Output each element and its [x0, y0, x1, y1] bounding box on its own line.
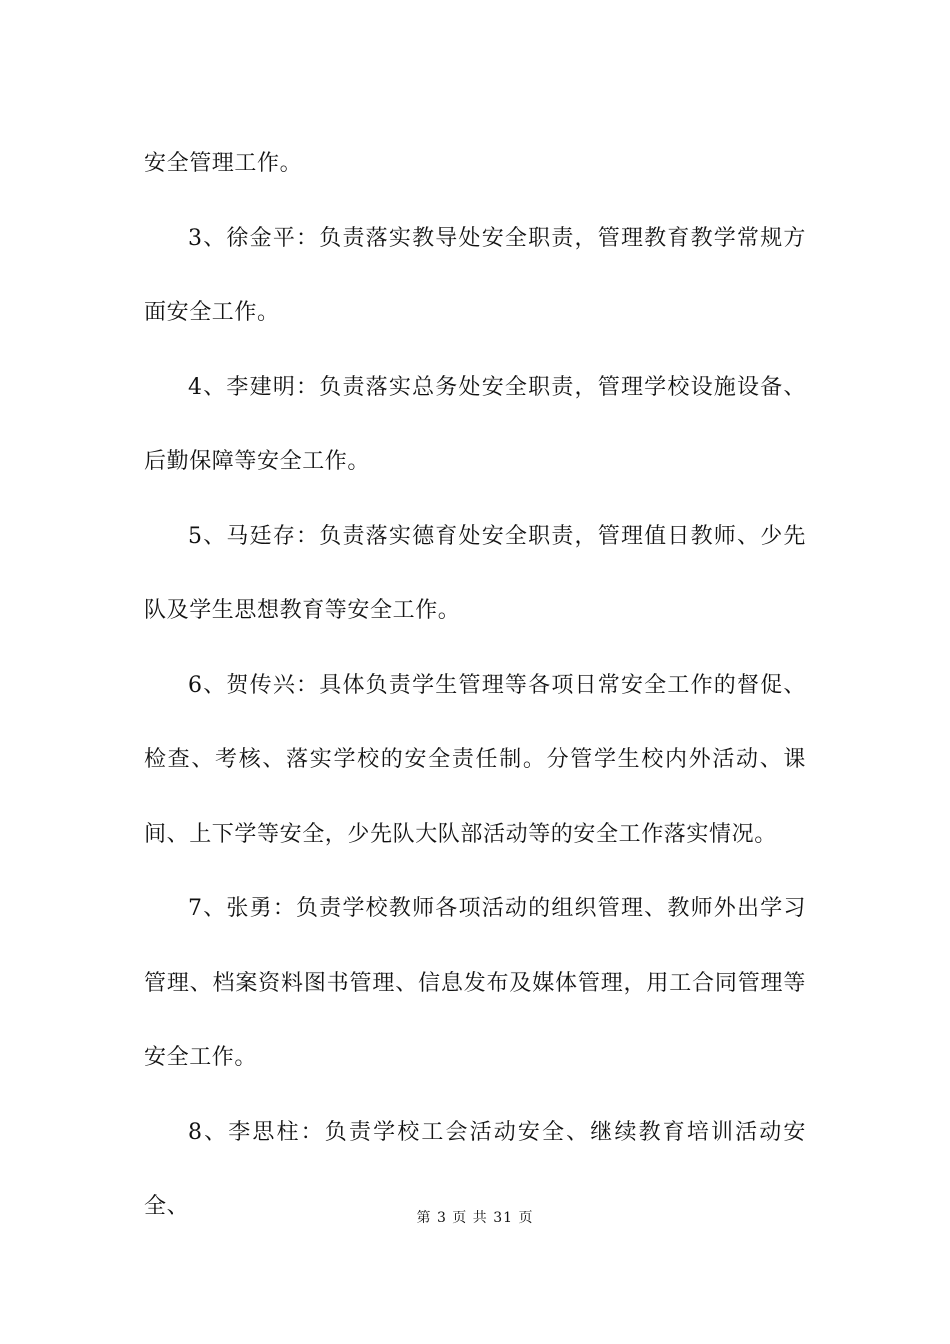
paragraph-item-6: 6、贺传兴：具体负责学生管理等各项日常安全工作的督促、检查、考核、落实学校的安全责任制。分管学生校内外活动、课间、上下学等安全，少先队大队部活动等的安全工作落实情况。 — [144, 672, 806, 847]
paragraph-item-8: 8、李思柱：负责学校工会活动安全、继续教育培训活动安全、 — [144, 1119, 806, 1219]
paragraph-item-7: 7、张勇：负责学校教师各项活动的组织管理、教师外出学习管理、档案资料图书管理、信息发布及媒体管理，用工合同管理等安全工作。 — [144, 896, 806, 1070]
page-number-footer: 第 3 页 共 31 页 — [416, 1210, 534, 1226]
paragraph-item-4: 4、李建明：负责落实总务处安全职责，管理学校设施设备、后勤保障等安全工作。 — [144, 374, 806, 474]
paragraph-continuation: 安全管理工作。 — [144, 151, 303, 176]
document-body — [144, 127, 806, 1245]
paragraph-item-3: 3、徐金平：负责落实教导处安全职责，管理教育教学常规方面安全工作。 — [144, 225, 806, 325]
paragraph-item-5: 5、马廷存：负责落实德育处安全职责，管理值日教师、少先队及学生思想教育等安全工作。 — [144, 523, 806, 623]
